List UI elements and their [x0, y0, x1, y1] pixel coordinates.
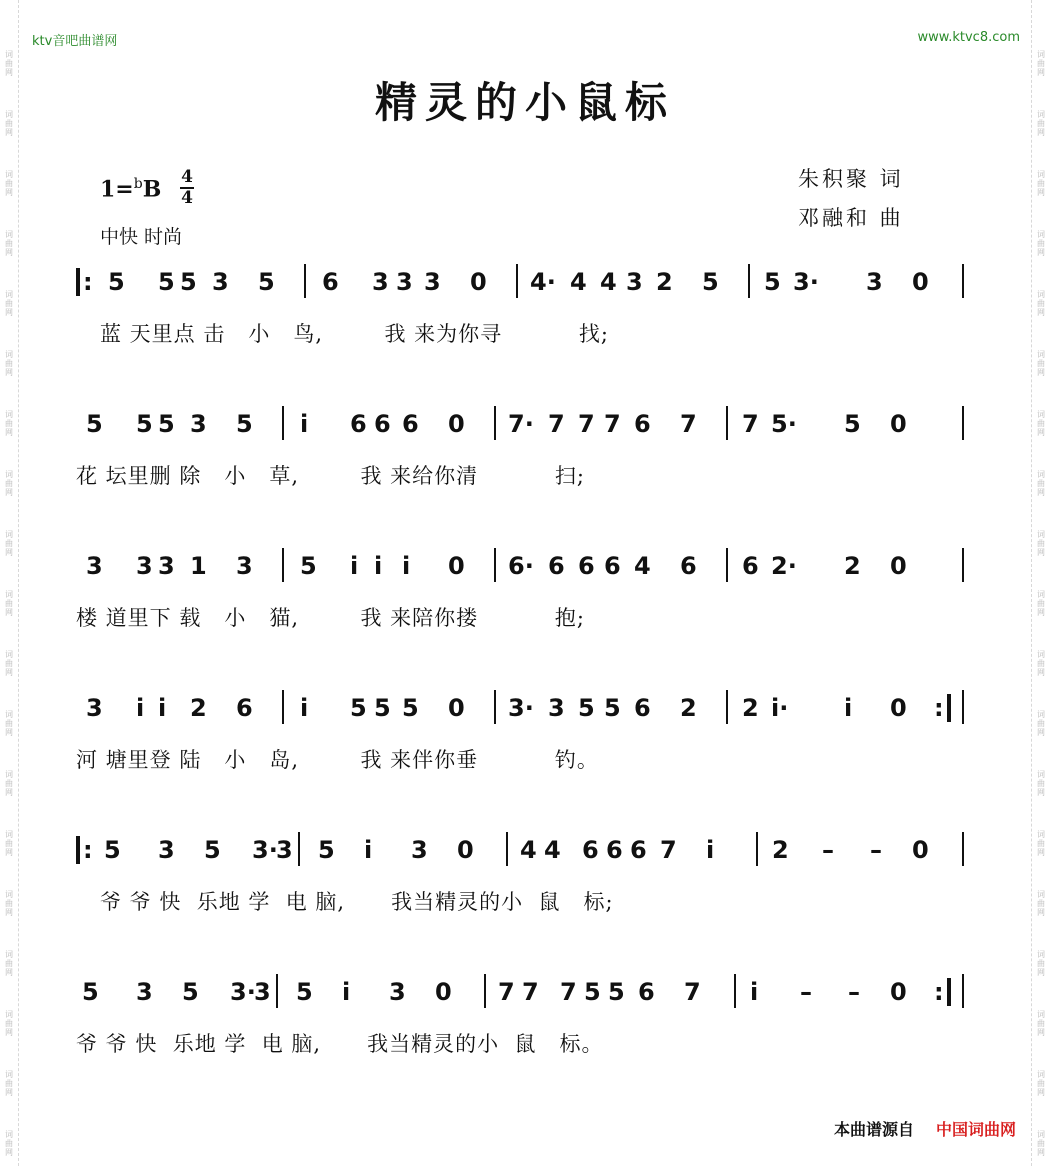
watermark-text: 词 曲 网	[5, 770, 13, 797]
lyrics-line: 蓝 天里点 击 小 鸟, 我 来为你寻 找;	[100, 322, 609, 346]
key-note: B	[142, 176, 162, 203]
note: 5	[350, 694, 367, 722]
note: 3·	[230, 978, 256, 1006]
note: 6	[582, 836, 599, 864]
watermark-text: 词 曲 网	[5, 950, 13, 977]
note: 6	[742, 552, 759, 580]
watermark-text: 词 曲 网	[5, 1010, 13, 1037]
repeat-start-sign: :	[76, 836, 93, 864]
note: 7	[498, 978, 515, 1006]
lyricist-credit: 朱积聚 词	[798, 167, 904, 191]
note: 5	[300, 552, 317, 580]
watermark-text: 词 曲 网	[5, 50, 13, 77]
note: 6	[548, 552, 565, 580]
note: 3	[136, 978, 153, 1006]
barline	[726, 548, 728, 582]
barline	[484, 974, 486, 1008]
watermark-text: 词 曲 网	[5, 350, 13, 377]
note: 3	[136, 552, 153, 580]
note: 4	[544, 836, 561, 864]
notation-line	[0, 404, 1050, 444]
barline	[962, 974, 964, 1008]
note: 2	[656, 268, 673, 296]
note: 2	[742, 694, 759, 722]
watermark-text: 词 曲 网	[5, 1130, 13, 1157]
barline	[748, 264, 750, 298]
note: 3	[389, 978, 406, 1006]
repeat-end-sign: :	[934, 694, 951, 722]
note: 5	[584, 978, 601, 1006]
note: 5	[236, 410, 253, 438]
watermark-text: 词 曲 网	[1037, 170, 1045, 197]
note: 5	[608, 978, 625, 1006]
time-top: 4	[181, 167, 193, 187]
note: 4	[600, 268, 617, 296]
watermark-text: 词 曲 网	[1037, 410, 1045, 437]
note: 5	[104, 836, 121, 864]
note: 2	[680, 694, 697, 722]
note: 0	[448, 552, 465, 580]
watermark-text: 词 曲 网	[1037, 890, 1045, 917]
lyrics-line: 河 塘里登 陆 小 岛, 我 来伴你垂 钓。	[76, 748, 599, 772]
source-site-link[interactable]: 中国词曲网	[935, 1120, 1016, 1139]
note: i	[136, 694, 145, 722]
note: 3	[86, 694, 103, 722]
note: 0	[890, 552, 907, 580]
note: 0	[912, 268, 929, 296]
barline	[726, 406, 728, 440]
barline	[734, 974, 736, 1008]
watermark-text: 词 曲 网	[1037, 50, 1045, 77]
note: –	[870, 836, 882, 864]
barline	[494, 690, 496, 724]
watermark-text: 词 曲 网	[1037, 830, 1045, 857]
note: 5	[578, 694, 595, 722]
note: 6	[322, 268, 339, 296]
repeat-end-sign: :	[934, 978, 951, 1006]
note: 0	[890, 978, 907, 1006]
note: i	[844, 694, 853, 722]
note: 2·	[771, 552, 797, 580]
note: 5	[604, 694, 621, 722]
note: 3	[866, 268, 883, 296]
note: i	[750, 978, 759, 1006]
barline	[516, 264, 518, 298]
watermark-text: 词 曲 网	[1037, 770, 1045, 797]
note: i	[350, 552, 359, 580]
note: 3	[236, 552, 253, 580]
note: –	[800, 978, 812, 1006]
note: 3	[626, 268, 643, 296]
barline	[756, 832, 758, 866]
note: 6	[634, 410, 651, 438]
note: 5·	[771, 410, 797, 438]
notation-line	[0, 688, 1050, 728]
note: 6	[634, 694, 651, 722]
note: 3	[372, 268, 389, 296]
note: –	[822, 836, 834, 864]
site-url-right: www.ktvc8.com	[917, 30, 1020, 45]
time-bottom: 4	[181, 188, 193, 208]
note: 2	[772, 836, 789, 864]
note: 6	[604, 552, 621, 580]
watermark-text: 词 曲 网	[1037, 1070, 1045, 1097]
key-signature	[100, 176, 161, 202]
watermark-text: 词 曲 网	[1037, 110, 1045, 137]
note: i·	[771, 694, 789, 722]
note: 7	[684, 978, 701, 1006]
note: 5	[258, 268, 275, 296]
note: 6	[350, 410, 367, 438]
key-prefix: 1=	[100, 176, 134, 203]
watermark-text: 词 曲 网	[5, 650, 13, 677]
source-label: 本曲谱源自	[833, 1120, 914, 1139]
note: 0	[448, 410, 465, 438]
repeat-start-sign: :	[76, 268, 93, 296]
watermark-text: 词 曲 网	[5, 890, 13, 917]
watermark-text: 词 曲 网	[1037, 590, 1045, 617]
note: 7	[742, 410, 759, 438]
note: 3·	[252, 836, 278, 864]
note: i	[364, 836, 373, 864]
notation-line	[0, 830, 1050, 870]
note: 2	[190, 694, 207, 722]
note: 4	[570, 268, 587, 296]
note: 7	[522, 978, 539, 1006]
watermark-text: 词 曲 网	[1037, 950, 1045, 977]
note: –	[848, 978, 860, 1006]
lyrics-line: 花 坛里删 除 小 草, 我 来给你清 扫;	[76, 464, 585, 488]
watermark-text: 词 曲 网	[1037, 470, 1045, 497]
notation-line	[0, 262, 1050, 302]
note: 7·	[508, 410, 534, 438]
note: 7	[604, 410, 621, 438]
note: i	[300, 694, 309, 722]
watermark-text: 词 曲 网	[5, 830, 13, 857]
note: 3	[396, 268, 413, 296]
time-signature	[180, 168, 194, 208]
watermark-text: 词 曲 网	[1037, 530, 1045, 557]
note: 0	[890, 694, 907, 722]
note: 7	[578, 410, 595, 438]
note: 3	[190, 410, 207, 438]
barline	[962, 406, 964, 440]
note: 6·	[508, 552, 534, 580]
note: 5	[402, 694, 419, 722]
note: 3	[276, 836, 293, 864]
note: i	[706, 836, 715, 864]
note: 7	[548, 410, 565, 438]
note: 6	[374, 410, 391, 438]
note: 6	[630, 836, 647, 864]
lyrics-line: 爷 爷 快 乐地 学 电 脑, 我当精灵的小 鼠 标;	[100, 890, 614, 914]
lyrics-line: 楼 道里下 载 小 猫, 我 来陪你搂 抱;	[76, 606, 585, 630]
note: 6	[402, 410, 419, 438]
note: 3·	[508, 694, 534, 722]
note: 5	[108, 268, 125, 296]
barline	[506, 832, 508, 866]
note: i	[300, 410, 309, 438]
notation-line	[0, 972, 1050, 1012]
note: 6	[638, 978, 655, 1006]
watermark-text: 词 曲 网	[5, 290, 13, 317]
note: 5	[374, 694, 391, 722]
note: 5	[702, 268, 719, 296]
barline	[298, 832, 300, 866]
barline	[494, 406, 496, 440]
note: 3·	[793, 268, 819, 296]
watermark-text: 词 曲 网	[1037, 350, 1045, 377]
barline	[494, 548, 496, 582]
source-credit	[834, 1117, 1016, 1140]
watermark-text: 词 曲 网	[5, 110, 13, 137]
note: i	[374, 552, 383, 580]
watermark-text: 词 曲 网	[1037, 650, 1045, 677]
notation-line	[0, 546, 1050, 586]
note: 3	[548, 694, 565, 722]
note: 5	[158, 268, 175, 296]
note: 5	[764, 268, 781, 296]
note: 0	[448, 694, 465, 722]
note: 6	[236, 694, 253, 722]
barline	[962, 548, 964, 582]
barline	[962, 264, 964, 298]
note: 0	[470, 268, 487, 296]
note: 3	[158, 552, 175, 580]
note: 5	[158, 410, 175, 438]
barline	[276, 974, 278, 1008]
note: i	[402, 552, 411, 580]
watermark-text: 词 曲 网	[5, 590, 13, 617]
lyrics-line: 爷 爷 快 乐地 学 电 脑, 我当精灵的小 鼠 标。	[76, 1032, 604, 1056]
note: 5	[82, 978, 99, 1006]
barline	[962, 832, 964, 866]
watermark-text: 词 曲 网	[5, 710, 13, 737]
note: 7	[660, 836, 677, 864]
note: 3	[86, 552, 103, 580]
barline	[962, 690, 964, 724]
note: 6	[680, 552, 697, 580]
watermark-text: 词 曲 网	[1037, 710, 1045, 737]
barline	[726, 690, 728, 724]
note: 5	[86, 410, 103, 438]
note: 3	[158, 836, 175, 864]
note: 2	[844, 552, 861, 580]
note: 3	[254, 978, 271, 1006]
watermark-text: 词 曲 网	[5, 470, 13, 497]
note: 4·	[530, 268, 556, 296]
note: 4	[634, 552, 651, 580]
composer-credit: 邓融和 曲	[798, 206, 904, 230]
note: 5	[182, 978, 199, 1006]
note: i	[158, 694, 167, 722]
note: 5	[180, 268, 197, 296]
barline	[282, 406, 284, 440]
barline	[282, 690, 284, 724]
watermark-text: 词 曲 网	[5, 230, 13, 257]
note: 3	[424, 268, 441, 296]
note: 7	[560, 978, 577, 1006]
note: i	[342, 978, 351, 1006]
watermark-text: 词 曲 网	[1037, 230, 1045, 257]
song-title: 精灵的小鼠标	[374, 78, 675, 127]
note: 5	[296, 978, 313, 1006]
note: 5	[204, 836, 221, 864]
note: 0	[890, 410, 907, 438]
note: 5	[318, 836, 335, 864]
watermark-text: 词 曲 网	[1037, 1130, 1045, 1157]
tempo-marking: 中快 时尚	[100, 226, 183, 248]
note: 0	[435, 978, 452, 1006]
key-flat: b	[133, 176, 143, 192]
note: 6	[578, 552, 595, 580]
note: 4	[520, 836, 537, 864]
note: 5	[844, 410, 861, 438]
watermark-text: 词 曲 网	[1037, 290, 1045, 317]
watermark-text: 词 曲 网	[1037, 1010, 1045, 1037]
note: 3	[411, 836, 428, 864]
note: 1	[190, 552, 207, 580]
note: 3	[212, 268, 229, 296]
watermark-text: 词 曲 网	[5, 410, 13, 437]
note: 7	[680, 410, 697, 438]
note: 0	[912, 836, 929, 864]
watermark-text: 词 曲 网	[5, 170, 13, 197]
barline	[304, 264, 306, 298]
note: 0	[457, 836, 474, 864]
watermark-text: 词 曲 网	[5, 1070, 13, 1097]
note: 5	[136, 410, 153, 438]
note: 6	[606, 836, 623, 864]
watermark-text: 词 曲 网	[5, 530, 13, 557]
site-name-left: ktv音吧曲谱网	[32, 34, 118, 49]
barline	[282, 548, 284, 582]
